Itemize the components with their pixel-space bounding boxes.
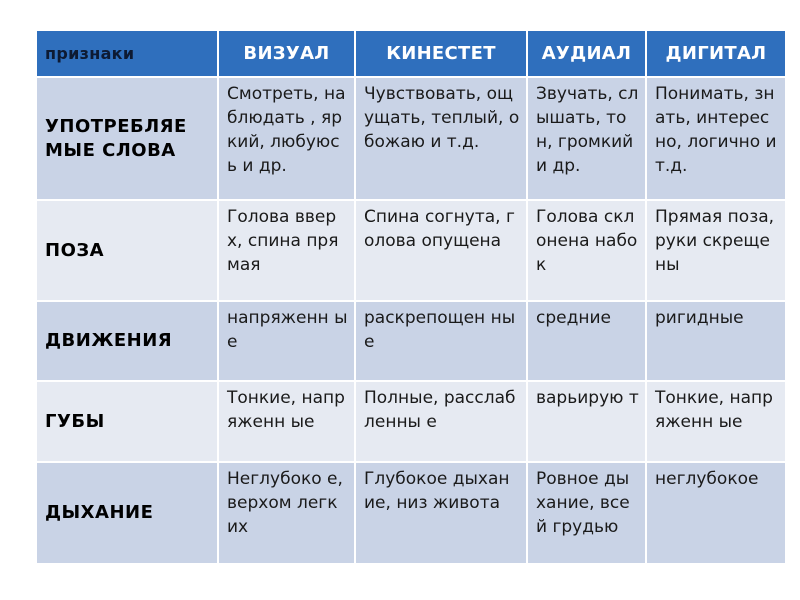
cell-lips-auditory: варьирую т	[527, 381, 646, 462]
table-header-row	[36, 30, 786, 77]
comparison-table-wrapper	[35, 29, 785, 565]
cell-movements-kinesthetic: раскрепощен ные	[355, 301, 527, 381]
cell-breathing-auditory: Ровное дыхание, всей грудью	[527, 462, 646, 564]
header-visual: ВИЗУАЛ	[218, 30, 355, 77]
cell-movements-auditory: средние	[527, 301, 646, 381]
header-kinesthetic: КИНЕСТЕТ	[355, 30, 527, 77]
cell-words-kinesthetic: Чувствовать, ощущать, теплый, обожаю и т.д.	[355, 77, 527, 200]
table-row	[36, 200, 786, 301]
cell-words-visual: Смотреть, наблюдать , яркий, любуюсь и др.	[218, 77, 355, 200]
table-row	[36, 381, 786, 462]
header-digital: ДИГИТАЛ	[646, 30, 786, 77]
row-label-breathing: ДЫХАНИЕ	[36, 462, 218, 564]
cell-posture-kinesthetic: Спина согнута, голова опущена	[355, 200, 527, 301]
row-label-posture: ПОЗА	[36, 200, 218, 301]
cell-movements-visual: напряженн ые	[218, 301, 355, 381]
cell-posture-visual: Голова вверх, спина прямая	[218, 200, 355, 301]
cell-words-digital: Понимать, знать, интересно, логично и т.д.	[646, 77, 786, 200]
cell-lips-kinesthetic: Полные, расслабленны е	[355, 381, 527, 462]
comparison-table	[35, 29, 787, 565]
cell-lips-digital: Тонкие, напряженн ые	[646, 381, 786, 462]
cell-posture-auditory: Голова склонена набок	[527, 200, 646, 301]
cell-breathing-digital: неглубокое	[646, 462, 786, 564]
row-label-movements: ДВИЖЕНИЯ	[36, 301, 218, 381]
header-criteria: признаки	[36, 30, 218, 77]
table-row	[36, 301, 786, 381]
cell-lips-visual: Тонкие, напряженн ые	[218, 381, 355, 462]
cell-words-auditory: Звучать, слышать, тон, громкий и др.	[527, 77, 646, 200]
row-label-words: УПОТРЕБЛЯЕ МЫЕ СЛОВА	[36, 77, 218, 200]
cell-movements-digital: ригидные	[646, 301, 786, 381]
table-row	[36, 77, 786, 200]
cell-breathing-kinesthetic: Глубокое дыхание, низ живота	[355, 462, 527, 564]
row-label-lips: ГУБЫ	[36, 381, 218, 462]
header-auditory: АУДИАЛ	[527, 30, 646, 77]
cell-breathing-visual: Неглубоко е, верхом легких	[218, 462, 355, 564]
table-row	[36, 462, 786, 564]
cell-posture-digital: Прямая поза, руки скрещены	[646, 200, 786, 301]
